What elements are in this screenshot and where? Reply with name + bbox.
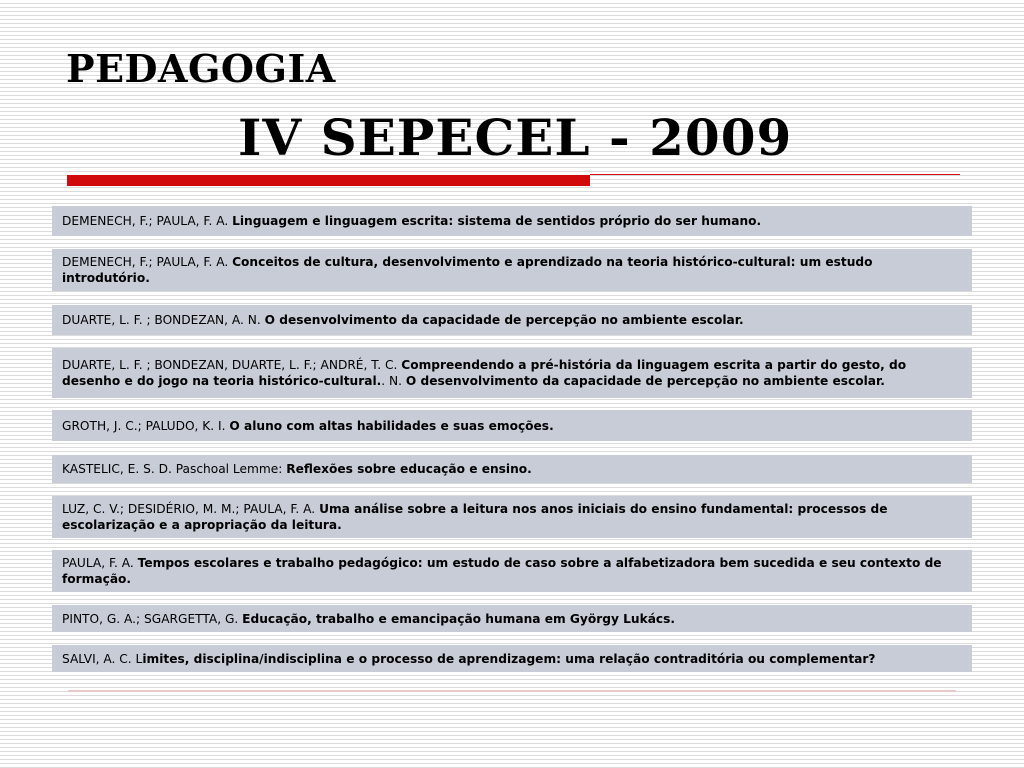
- reference-entry-1: [52, 206, 972, 236]
- main-title: PEDAGOGIA: [66, 46, 336, 91]
- reference-entry-2: [52, 249, 972, 291]
- entry-title: Reflexões sobre educação e ensino.: [286, 462, 532, 476]
- reference-entry-6: [52, 455, 972, 483]
- entry-title: Educação, trabalho e emancipação humana em György Lukács.: [242, 611, 676, 626]
- reference-entry-9: [52, 605, 972, 632]
- entry-authors: DEMENECH, F.; PAULA, F. A.: [62, 255, 233, 269]
- entry-authors: SALVI, A. C. L: [62, 651, 143, 666]
- reference-entry-7: [52, 496, 972, 538]
- reference-entry-10: [52, 645, 972, 672]
- bottom-divider-line: [68, 690, 956, 692]
- entry-title: O aluno com altas habilidades e suas emoções.: [229, 418, 554, 433]
- thin-divider-line: [590, 174, 960, 175]
- red-divider-bar: [67, 175, 590, 186]
- entry-authors: DUARTE, L. F. ; BONDEZAN, A. N.: [62, 313, 265, 327]
- reference-entry-3: [52, 305, 972, 335]
- reference-entry-5: [52, 410, 972, 441]
- entry-title: Conceitos de cultura, desenvolvimento e aprendizado na teoria histórico-cultural: um estudo introdutório.: [62, 255, 873, 285]
- reference-entry-4: [52, 348, 972, 398]
- entry-authors: GROTH, J. C.; PALUDO, K. I.: [62, 418, 230, 433]
- entry-title-secondary: O desenvolvimento da capacidade de percepção no ambiente escolar.: [405, 374, 885, 388]
- entry-separator: . N.: [381, 374, 406, 388]
- entry-title: Linguagem e linguagem escrita: sistema de sentidos próprio do ser humano.: [232, 214, 762, 228]
- entry-title: Tempos escolares e trabalho pedagógico: um estudo de caso sobre a alfabetizadora bem sucedida e seu contexto de formação.: [62, 556, 942, 586]
- entry-authors: DEMENECH, F.; PAULA, F. A.: [62, 214, 233, 228]
- entry-authors: LUZ, C. V.; DESIDÉRIO, M. M.; PAULA, F. A.: [62, 502, 320, 516]
- entry-authors: DUARTE, L. F. ; BONDEZAN, DUARTE, L. F.; ANDRÉ, T. C.: [62, 358, 402, 372]
- reference-entry-8: [52, 550, 972, 592]
- entry-authors: PAULA, F. A.: [62, 556, 138, 570]
- entry-title: Compreendendo a pré-história da linguagem escrita a partir do gesto, do desenho e do jogo na teoria histórico-cultural.: [62, 358, 907, 388]
- entry-authors: KASTELIC, E. S. D. Paschoal Lemme:: [62, 462, 287, 476]
- entry-title: imites, disciplina/indisciplina e o processo de aprendizagem: uma relação contraditória ou complementar?: [142, 651, 876, 666]
- subtitle: IV SEPECEL - 2009: [238, 108, 793, 167]
- entry-title: Uma análise sobre a leitura nos anos iniciais do ensino fundamental: processos de escolarização e a apropriação da leitura.: [62, 502, 888, 532]
- entry-authors: PINTO, G. A.; SGARGETTA, G.: [62, 611, 243, 626]
- entry-title: O desenvolvimento da capacidade de percepção no ambiente escolar.: [264, 313, 744, 327]
